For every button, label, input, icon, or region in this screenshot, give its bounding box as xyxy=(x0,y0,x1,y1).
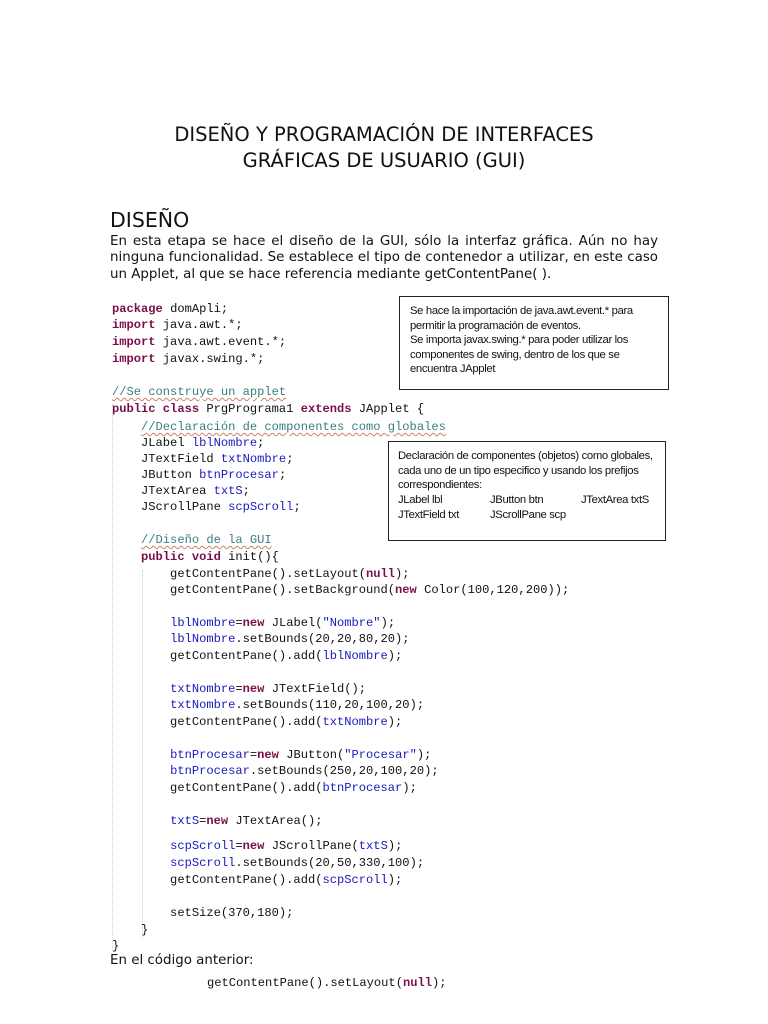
code-text: ); xyxy=(387,649,403,663)
annotation-text: encuentra JApplet xyxy=(410,363,496,376)
code-comment: //Se construye un applet xyxy=(112,385,287,399)
code-text: ); xyxy=(380,616,396,630)
code-text: = xyxy=(235,616,243,630)
annotation-text: cada uno de un tipo especifico y usando los prefijos xyxy=(398,464,639,477)
code-line xyxy=(112,302,228,316)
code-keyword: new xyxy=(242,616,265,630)
code-text: .setBounds(250,20,100,20); xyxy=(249,764,439,778)
code-text: init(){ xyxy=(220,550,279,564)
code-identifier: btnProcesar xyxy=(170,748,250,762)
code-text: getContentPane().setLayout( xyxy=(207,976,403,990)
code-text: getContentPane().add( xyxy=(112,715,323,729)
code-text: = xyxy=(199,814,207,828)
code-identifier: txtNombre xyxy=(322,715,388,729)
code-text: getContentPane().setLayout( xyxy=(112,567,367,581)
code-identifier: scpScroll xyxy=(322,873,388,887)
code-text: = xyxy=(235,682,243,696)
code-text: JLabel( xyxy=(264,616,323,630)
code-line xyxy=(112,583,569,597)
code-identifier: lblNombre xyxy=(191,436,258,450)
code-text: .setBounds(20,50,330,100); xyxy=(235,856,425,870)
code-line xyxy=(112,533,272,547)
code-text: JTextArea xyxy=(112,484,214,498)
code-text xyxy=(112,550,141,564)
code-text: java.awt.event.*; xyxy=(155,335,287,349)
code-line xyxy=(112,715,402,729)
code-text: } xyxy=(112,939,120,953)
code-text: .setBounds(110,20,100,20); xyxy=(235,698,425,712)
code-string: "Nombre" xyxy=(322,616,381,630)
code-comment: //Declaración de componentes como globales xyxy=(141,420,446,434)
code-text: JTextField(); xyxy=(264,682,367,696)
annotation-text: correspondientes: xyxy=(398,479,482,492)
code-text: getContentPane().add( xyxy=(112,781,323,795)
code-keyword: new xyxy=(242,682,265,696)
intro-paragraph: En esta etapa se hace el diseño de la GUI, sólo la interfaz gráfica. Aún no hay ninguna funcionalidad. Se establece el tipo de contenedor a utilizar, en este caso un Applet, al que se hace referencia mediante getContentPane( ). xyxy=(110,234,658,282)
indent-guide xyxy=(112,404,113,950)
code-text: ); xyxy=(395,567,410,581)
prefix-item: JButton btn xyxy=(490,493,544,506)
code-text: JButton( xyxy=(278,748,345,762)
code-comment: //Diseño de la GUI xyxy=(141,533,272,547)
code-line xyxy=(112,318,243,332)
code-identifier: scpScroll xyxy=(170,856,236,870)
code-line xyxy=(112,550,279,564)
title-line-2: GRÁFICAS DE USUARIO (GUI) xyxy=(242,149,526,172)
code-line xyxy=(112,682,366,696)
code-text: ); xyxy=(431,976,447,990)
code-line xyxy=(112,420,446,434)
code-text xyxy=(112,533,141,547)
prefix-item: JTextArea txtS xyxy=(581,493,649,506)
code-keyword: public void xyxy=(141,550,221,564)
code-text: ); xyxy=(387,839,403,853)
code-keyword: import xyxy=(112,318,156,332)
code-line xyxy=(112,567,410,581)
code-text: PrgPrograma1 xyxy=(199,402,301,416)
code-keyword: new xyxy=(242,839,265,853)
code-identifier: lblNombre xyxy=(322,649,388,663)
code-keyword: extends xyxy=(300,402,352,416)
code-text: domApli; xyxy=(162,302,229,316)
code-line xyxy=(112,856,424,870)
code-text: getContentPane().add( xyxy=(112,873,323,887)
code-identifier: btnProcesar xyxy=(170,764,250,778)
title-line-1: DISEÑO Y PROGRAMACIÓN DE INTERFACES xyxy=(174,123,594,146)
code-keyword: import xyxy=(112,352,156,366)
prefix-row xyxy=(398,508,659,523)
code-identifier: btnProcesar xyxy=(199,468,279,482)
code-identifier: btnProcesar xyxy=(322,781,403,795)
annotation-text: Se hace la importación de java.awt.event.* para xyxy=(410,305,633,317)
document-title xyxy=(0,122,768,174)
code-text: JButton xyxy=(112,468,200,482)
code-keyword: new xyxy=(206,814,229,828)
code-identifier: scpScroll xyxy=(170,839,236,853)
code-identifier: txtNombre xyxy=(220,452,287,466)
code-identifier: txtNombre xyxy=(170,682,236,696)
final-code-line xyxy=(207,976,447,990)
code-keyword: package xyxy=(112,302,163,316)
code-text: } xyxy=(112,923,149,937)
code-line xyxy=(112,335,286,349)
code-line xyxy=(112,748,431,762)
code-text: = xyxy=(235,839,243,853)
code-line xyxy=(112,632,410,646)
code-identifier: lblNombre xyxy=(170,616,236,630)
code-text: ); xyxy=(416,748,432,762)
code-keyword: import xyxy=(112,335,156,349)
code-text: ); xyxy=(402,781,417,795)
annotation-text: permitir la programación de eventos. xyxy=(410,319,581,332)
code-line xyxy=(112,452,293,466)
code-text: JApplet { xyxy=(351,402,425,416)
code-line xyxy=(112,764,439,778)
code-text: getContentPane().add( xyxy=(112,649,323,663)
after-code-text: En el código anterior: xyxy=(110,953,254,968)
code-text: .setBounds(20,20,80,20); xyxy=(235,632,410,646)
annotation-text: Declaración de componentes (objetos) como globales, xyxy=(398,450,653,462)
code-keyword: public class xyxy=(112,402,200,416)
code-line xyxy=(112,500,301,514)
code-text: JScrollPane xyxy=(112,500,229,514)
code-identifier: lblNombre xyxy=(170,632,236,646)
annotation-text: Se importa javax.swing.* para poder utilizar los xyxy=(410,334,629,347)
code-keyword: null xyxy=(366,567,396,581)
indent-guide xyxy=(142,570,143,938)
prefix-item: JTextField txt xyxy=(398,508,460,521)
code-text: Color(100,120,200)); xyxy=(416,583,570,597)
code-keyword: null xyxy=(402,976,432,990)
annotation-components xyxy=(388,441,666,541)
code-text: JTextField xyxy=(112,452,221,466)
section-heading: DISEÑO xyxy=(110,208,190,232)
code-line xyxy=(112,436,264,450)
code-text: java.awt.*; xyxy=(155,318,243,332)
code-text: getContentPane().setBackground( xyxy=(112,583,396,597)
code-line xyxy=(112,616,395,630)
prefix-item: JScrollPane scp xyxy=(490,508,566,521)
code-line xyxy=(112,468,286,482)
code-line xyxy=(112,402,424,416)
code-string: "Procesar" xyxy=(344,748,417,762)
code-line xyxy=(112,939,119,953)
code-text: ; xyxy=(278,468,287,482)
code-line xyxy=(112,649,402,663)
code-line xyxy=(112,906,293,920)
code-text xyxy=(112,420,141,434)
code-line xyxy=(112,385,286,399)
prefix-item: JLabel lbl xyxy=(398,493,443,506)
code-identifier: txtS xyxy=(170,814,200,828)
annotation-imports xyxy=(399,296,669,390)
code-line xyxy=(112,873,402,887)
code-line xyxy=(112,839,402,853)
code-text: JLabel xyxy=(112,436,192,450)
code-keyword: new xyxy=(257,748,279,762)
code-text: javax.swing.*; xyxy=(155,352,265,366)
code-identifier: scpScroll xyxy=(228,500,294,514)
code-text: ; xyxy=(242,484,250,498)
code-text: JScrollPane( xyxy=(264,839,359,853)
code-line xyxy=(112,781,417,795)
code-line xyxy=(112,814,323,828)
code-keyword: new xyxy=(395,583,417,597)
prefix-row xyxy=(398,493,659,508)
code-line xyxy=(112,352,264,366)
code-text: = xyxy=(249,748,258,762)
code-identifier: txtS xyxy=(358,839,388,853)
code-identifier: txtS xyxy=(213,484,243,498)
annotation-text: componentes de swing, dentro de los que se xyxy=(410,348,620,361)
code-text: setSize(370,180); xyxy=(112,906,294,920)
code-text: ; xyxy=(257,436,265,450)
code-identifier: txtNombre xyxy=(170,698,236,712)
code-text: JTextArea(); xyxy=(228,814,323,828)
code-text: ); xyxy=(387,873,403,887)
code-text: ; xyxy=(293,500,301,514)
code-line xyxy=(112,698,424,712)
code-text: ; xyxy=(286,452,294,466)
code-text: ); xyxy=(387,715,403,729)
code-line xyxy=(112,484,250,498)
